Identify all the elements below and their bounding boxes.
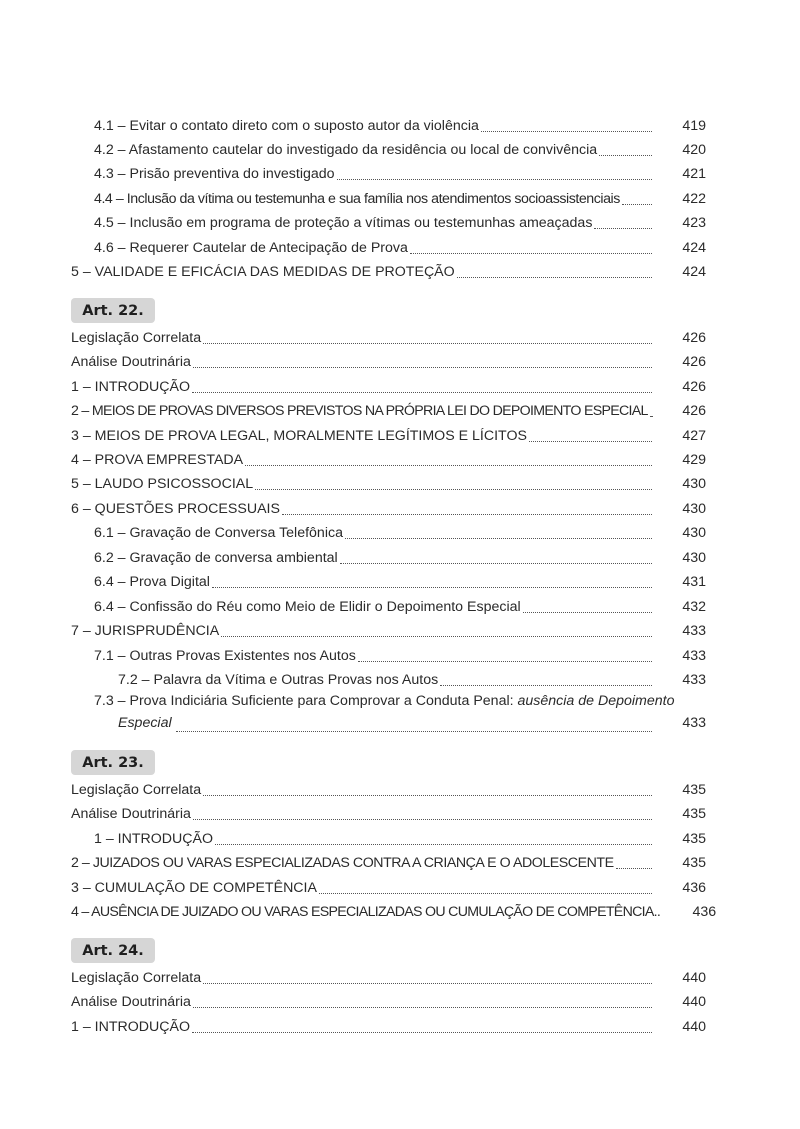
- toc-entry[interactable]: [71, 801, 706, 823]
- toc-page-number: 426: [682, 403, 706, 419]
- toc-entry-label-italic: Especial: [118, 715, 172, 731]
- toc-page-number: 419: [682, 118, 706, 134]
- toc-page-number: 435: [682, 831, 706, 847]
- leader-dots: [212, 586, 652, 588]
- leader-dots: [622, 203, 652, 205]
- leader-dots: [457, 276, 652, 278]
- toc-page-number: 435: [682, 806, 706, 822]
- article-heading-badge: Art. 22.: [71, 298, 155, 323]
- leader-dots: [215, 843, 652, 845]
- toc-entry-label: 4.1 – Evitar o contato direto com o suposto autor da violência: [94, 118, 479, 134]
- toc-entry-label: 4.3 – Prisão preventiva do investigado: [94, 166, 335, 182]
- leader-dots: [203, 794, 652, 796]
- toc-entry[interactable]: [71, 259, 706, 281]
- toc-entry-label: 7 – JURISPRUDÊNCIA: [71, 623, 220, 639]
- toc-page-number: 420: [682, 142, 706, 158]
- toc-entry-label: 3 – CUMULAÇÃO DE COMPETÊNCIA: [71, 880, 317, 896]
- toc-entry[interactable]: [94, 186, 706, 208]
- leader-dots: [481, 130, 652, 132]
- leader-dots: [282, 513, 652, 515]
- leader-dots: [193, 818, 652, 820]
- leader-dots: [410, 252, 652, 254]
- leader-dots: [650, 415, 652, 417]
- toc-page-number: 432: [682, 599, 706, 615]
- toc-page-number: 433: [682, 623, 706, 639]
- toc-entry[interactable]: [118, 667, 706, 689]
- toc-page-number: 426: [682, 354, 706, 370]
- leader-dots: [221, 635, 652, 637]
- toc-entry[interactable]: [94, 569, 706, 591]
- leader-dots: [594, 227, 652, 229]
- toc-entry-label: 4 – PROVA EMPRESTADA: [71, 452, 244, 468]
- toc-entry[interactable]: [94, 545, 706, 567]
- leader-dots: [440, 684, 652, 686]
- toc-entry-label: 6.2 – Gravação de conversa ambiental: [94, 550, 338, 566]
- toc-entry-label: Legislação Correlata: [71, 330, 202, 346]
- toc-entry[interactable]: [71, 1014, 706, 1036]
- toc-entry-label: Análise Doutrinária: [71, 994, 191, 1010]
- toc-entry[interactable]: [94, 594, 706, 616]
- toc-page-number: 440: [682, 994, 706, 1010]
- toc-page-number: 430: [682, 501, 706, 517]
- toc-entry[interactable]: [71, 447, 706, 469]
- toc-page-number: 430: [682, 550, 706, 566]
- leader-dots: [599, 154, 652, 156]
- leader-dots: [358, 660, 652, 662]
- toc-entry[interactable]: [94, 210, 706, 232]
- toc-entry-label: 5 – VALIDADE E EFICÁCIA DAS MEDIDAS DE PROTEÇÃO: [71, 264, 455, 280]
- leader-dots: [337, 178, 652, 180]
- leader-dots: [193, 1006, 652, 1008]
- toc-entry[interactable]: [71, 850, 706, 872]
- toc-page-number: 435: [682, 855, 706, 871]
- toc-page-number: 424: [682, 264, 706, 280]
- leader-dots: [340, 562, 652, 564]
- toc-page-number: 421: [682, 166, 706, 182]
- leader-dots: [203, 342, 652, 344]
- leader-dots: [529, 440, 652, 442]
- toc-entry-label: 2 – JUIZADOS OU VARAS ESPECIALIZADAS CONTRA A CRIANÇA E O ADOLESCENTE: [71, 855, 614, 871]
- leader-dots: [192, 391, 652, 393]
- toc-entry[interactable]: [94, 520, 706, 542]
- toc-entry-label: 1 – INTRODUÇÃO: [94, 831, 214, 847]
- leader-dots: [192, 1031, 652, 1033]
- toc-entry[interactable]: [71, 398, 706, 420]
- toc-entry-label: 7.1 – Outras Provas Existentes nos Autos: [94, 648, 356, 664]
- toc-page-number: 422: [682, 191, 706, 207]
- toc-entry[interactable]: [71, 899, 717, 921]
- toc-entry[interactable]: [94, 137, 706, 159]
- toc-entry-label: 4.5 – Inclusão em programa de proteção a vítimas ou testemunhas ameaçadas: [94, 215, 593, 231]
- leader-dots: [245, 464, 652, 466]
- toc-entry[interactable]: [71, 965, 706, 987]
- toc-entry[interactable]: [71, 325, 706, 347]
- toc-entry-label: 4.2 – Afastamento cautelar do investigado da residência ou local de convivência: [94, 142, 598, 158]
- toc-entry[interactable]: [71, 777, 706, 799]
- toc-entry-multiline[interactable]: [94, 689, 706, 735]
- toc-entry[interactable]: [71, 875, 706, 897]
- toc-page-number: 436: [692, 904, 717, 920]
- toc-entry-label: 7.2 – Palavra da Vítima e Outras Provas nos Autos: [118, 672, 439, 688]
- toc-entry-label: 6 – QUESTÕES PROCESSUAIS: [71, 501, 280, 517]
- toc-entry-label: 5 – LAUDO PSICOSSOCIAL: [71, 476, 254, 492]
- toc-page-number: 424: [682, 240, 706, 256]
- toc-page-number: 433: [682, 715, 706, 731]
- leader-dots: [345, 537, 652, 539]
- toc-page-number: 433: [682, 672, 706, 688]
- toc-entry-label: Legislação Correlata: [71, 970, 202, 986]
- toc-entry-label: 4 – AUSÊNCIA DE JUIZADO OU VARAS ESPECIALIZADAS OU CUMULAÇÃO DE COMPETÊNCIA..: [71, 904, 661, 920]
- toc-page-number: 440: [682, 1019, 706, 1035]
- toc-entry[interactable]: [71, 374, 706, 396]
- toc-entry[interactable]: [94, 235, 706, 257]
- leader-dots: [255, 488, 652, 490]
- toc-page-number: 440: [682, 970, 706, 986]
- toc-entry-label: Análise Doutrinária: [71, 354, 191, 370]
- toc-page-number: 426: [682, 330, 706, 346]
- leader-dots: [203, 982, 652, 984]
- leader-dots: [193, 366, 652, 368]
- toc-entry-label: 3 – MEIOS DE PROVA LEGAL, MORALMENTE LEGÍTIMOS E LÍCITOS: [71, 428, 527, 444]
- toc-page-number: 430: [682, 476, 706, 492]
- toc-page-number: 435: [682, 782, 706, 798]
- toc-entry-label: 6.4 – Prova Digital: [94, 574, 210, 590]
- toc-entry-label: 6.4 – Confissão do Réu como Meio de Elidir o Depoimento Especial: [94, 599, 521, 615]
- toc-page-number: 430: [682, 525, 706, 541]
- toc-entry-label: Análise Doutrinária: [71, 806, 191, 822]
- toc-entry-label: 1 – INTRODUÇÃO: [71, 1019, 191, 1035]
- toc-entry[interactable]: [94, 643, 706, 665]
- toc-page-number: 429: [682, 452, 706, 468]
- toc-entry-label: Legislação Correlata: [71, 782, 202, 798]
- toc-entry-label: 6.1 – Gravação de Conversa Telefônica: [94, 525, 343, 541]
- toc-entry-label: 4.6 – Requerer Cautelar de Antecipação de Prova: [94, 240, 408, 256]
- toc-entry[interactable]: [71, 471, 706, 493]
- leader-dots: [523, 611, 652, 613]
- toc-entry-label: 7.3 – Prova Indiciária Suficiente para Comprovar a Conduta Penal:: [94, 693, 518, 709]
- toc-entry[interactable]: [94, 113, 706, 135]
- toc-entry[interactable]: [94, 161, 706, 183]
- toc-entry-label: 1 – INTRODUÇÃO: [71, 379, 191, 395]
- toc-page-number: 423: [682, 215, 706, 231]
- leader-dots: [319, 892, 652, 894]
- toc-entry[interactable]: [71, 349, 706, 371]
- leader-dots: [616, 867, 652, 869]
- toc-entry[interactable]: [71, 618, 706, 640]
- toc-entry[interactable]: [71, 496, 706, 518]
- article-heading-badge: Art. 24.: [71, 938, 155, 963]
- toc-page-number: 426: [682, 379, 706, 395]
- toc-page-number: 427: [682, 428, 706, 444]
- toc-entry-label: 4.4 – Inclusão da vítima ou testemunha e sua família nos atendimentos socioassistenciais: [94, 191, 620, 207]
- toc-entry-label: 2 – MEIOS DE PROVAS DIVERSOS PREVISTOS NA PRÓPRIA LEI DO DEPOIMENTO ESPECIAL: [71, 403, 648, 419]
- toc-page-number: 436: [682, 880, 706, 896]
- toc-page-number: 431: [682, 574, 706, 590]
- toc-page-number: 433: [682, 648, 706, 664]
- toc-entry[interactable]: [71, 989, 706, 1011]
- toc-entry-label-italic: ausência de Depoimento: [517, 693, 675, 709]
- article-heading-badge: Art. 23.: [71, 750, 155, 775]
- leader-dots: [176, 730, 652, 732]
- toc-entry[interactable]: [71, 423, 706, 445]
- toc-entry[interactable]: [94, 826, 706, 848]
